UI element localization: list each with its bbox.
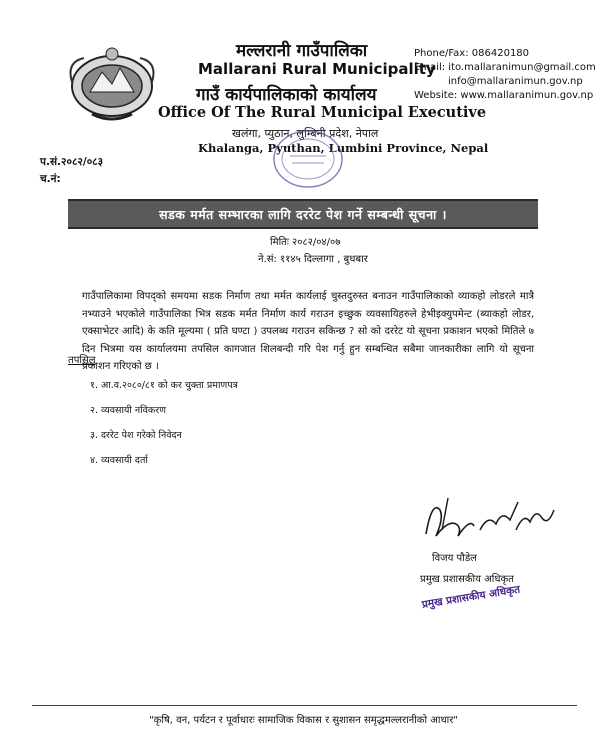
signatory-title: प्रमुख प्रशासकीय अधिकृत xyxy=(420,574,514,585)
list-item: ४. व्यवसायी दर्ता xyxy=(90,455,148,466)
address-nepali: खलंगा, प्युठान, लुम्बिनी प्रदेश, नेपाल xyxy=(232,127,379,140)
municipality-name-nepali: मल्लरानी गाउँपालिका xyxy=(236,41,368,61)
document-list xyxy=(90,378,238,478)
list-item: १. आ.व.२०८०/८१ को कर चुक्ता प्रमाणपत्र xyxy=(90,380,238,391)
designation-stamp: प्रमुख प्रशासकीय अधिकृत xyxy=(421,583,521,611)
office-name-nepali: गाउँ कार्यपालिकाको कार्यालय xyxy=(196,85,377,105)
signatory-name: विजय पौडेल xyxy=(432,553,477,564)
notice-heading: सडक मर्मत सम्भारका लागि दररेट पेश गर्ने सम्बन्धी सूचना । xyxy=(159,206,447,222)
footer-divider xyxy=(32,705,577,706)
contact-website: Website: www.mallaranimun.gov.np xyxy=(414,90,594,101)
address-english: Khalanga, Pyuthan, Lumbini Province, Nepal xyxy=(198,141,489,155)
dispatch-number: च.नं: xyxy=(40,173,61,185)
notice-heading-banner xyxy=(68,199,538,229)
office-seal-icon xyxy=(268,126,348,192)
contact-phone: Phone/Fax: 086420180 xyxy=(414,48,530,59)
list-heading: तपसिल xyxy=(68,355,96,366)
handwritten-signature xyxy=(418,490,558,550)
list-item: ३. दररेट पेश गरेको निवेदन xyxy=(90,430,182,441)
reference-number: प.सं.२०८२/०८३ xyxy=(40,156,104,168)
footer-motto: "कृषि, वन, पर्यटन र पूर्वाधारः सामाजिक विकास र सुशासन समृद्धमल्लरानीको आधार" xyxy=(149,715,458,726)
nepal-sambat-date: ने.सं: ११४५ दिल्लागा , बुधबार xyxy=(258,254,368,265)
contact-email-secondary: info@mallaranimun.gov.np xyxy=(448,76,583,87)
notice-date: मितिः २०८२/०४/०७ xyxy=(270,237,341,248)
municipality-name-english: Mallarani Rural Municipality xyxy=(198,60,436,78)
notice-body: गाउँपालिकामा विपद्को समयमा सडक निर्माण तथा मर्मत कार्यलाई चुस्तदुरुस्त बनाउन गाउँपालिकाको व्याकहो लोडरले मात्रै नभ्याउने भएकोले गाउँपालिका भित्र सडक मर्मत निर्माण कार्य गराउन इच्छुक व्यवसायिहरुले हेभीइक्युपमेन्ट (ब्याकहो लोडर, एक्साभेटर आदि) के कति मूल्यमा ( प्रति घण्टा ) उपलब्ध गराउन सकिन्छ ? सो को दररेट यो सूचना प्रकाशन भएको मितिले ७ दिन भित्रमा यस कार्यालयमा तपसिल कागजात शिलबन्दी गरि पेश गर्नु हुन सम्बन्धित सबैमा जानकारीका लागि यो सूचना प्रकाशन गरिएको छ । xyxy=(82,291,534,373)
office-name-english: Office Of The Rural Municipal Executive xyxy=(158,104,487,121)
nepal-emblem-icon xyxy=(62,42,162,124)
list-item: २. व्यवसायी नविकरण xyxy=(90,405,166,416)
contact-email: Email: ito.mallaranimun@gmail.com xyxy=(414,62,596,73)
